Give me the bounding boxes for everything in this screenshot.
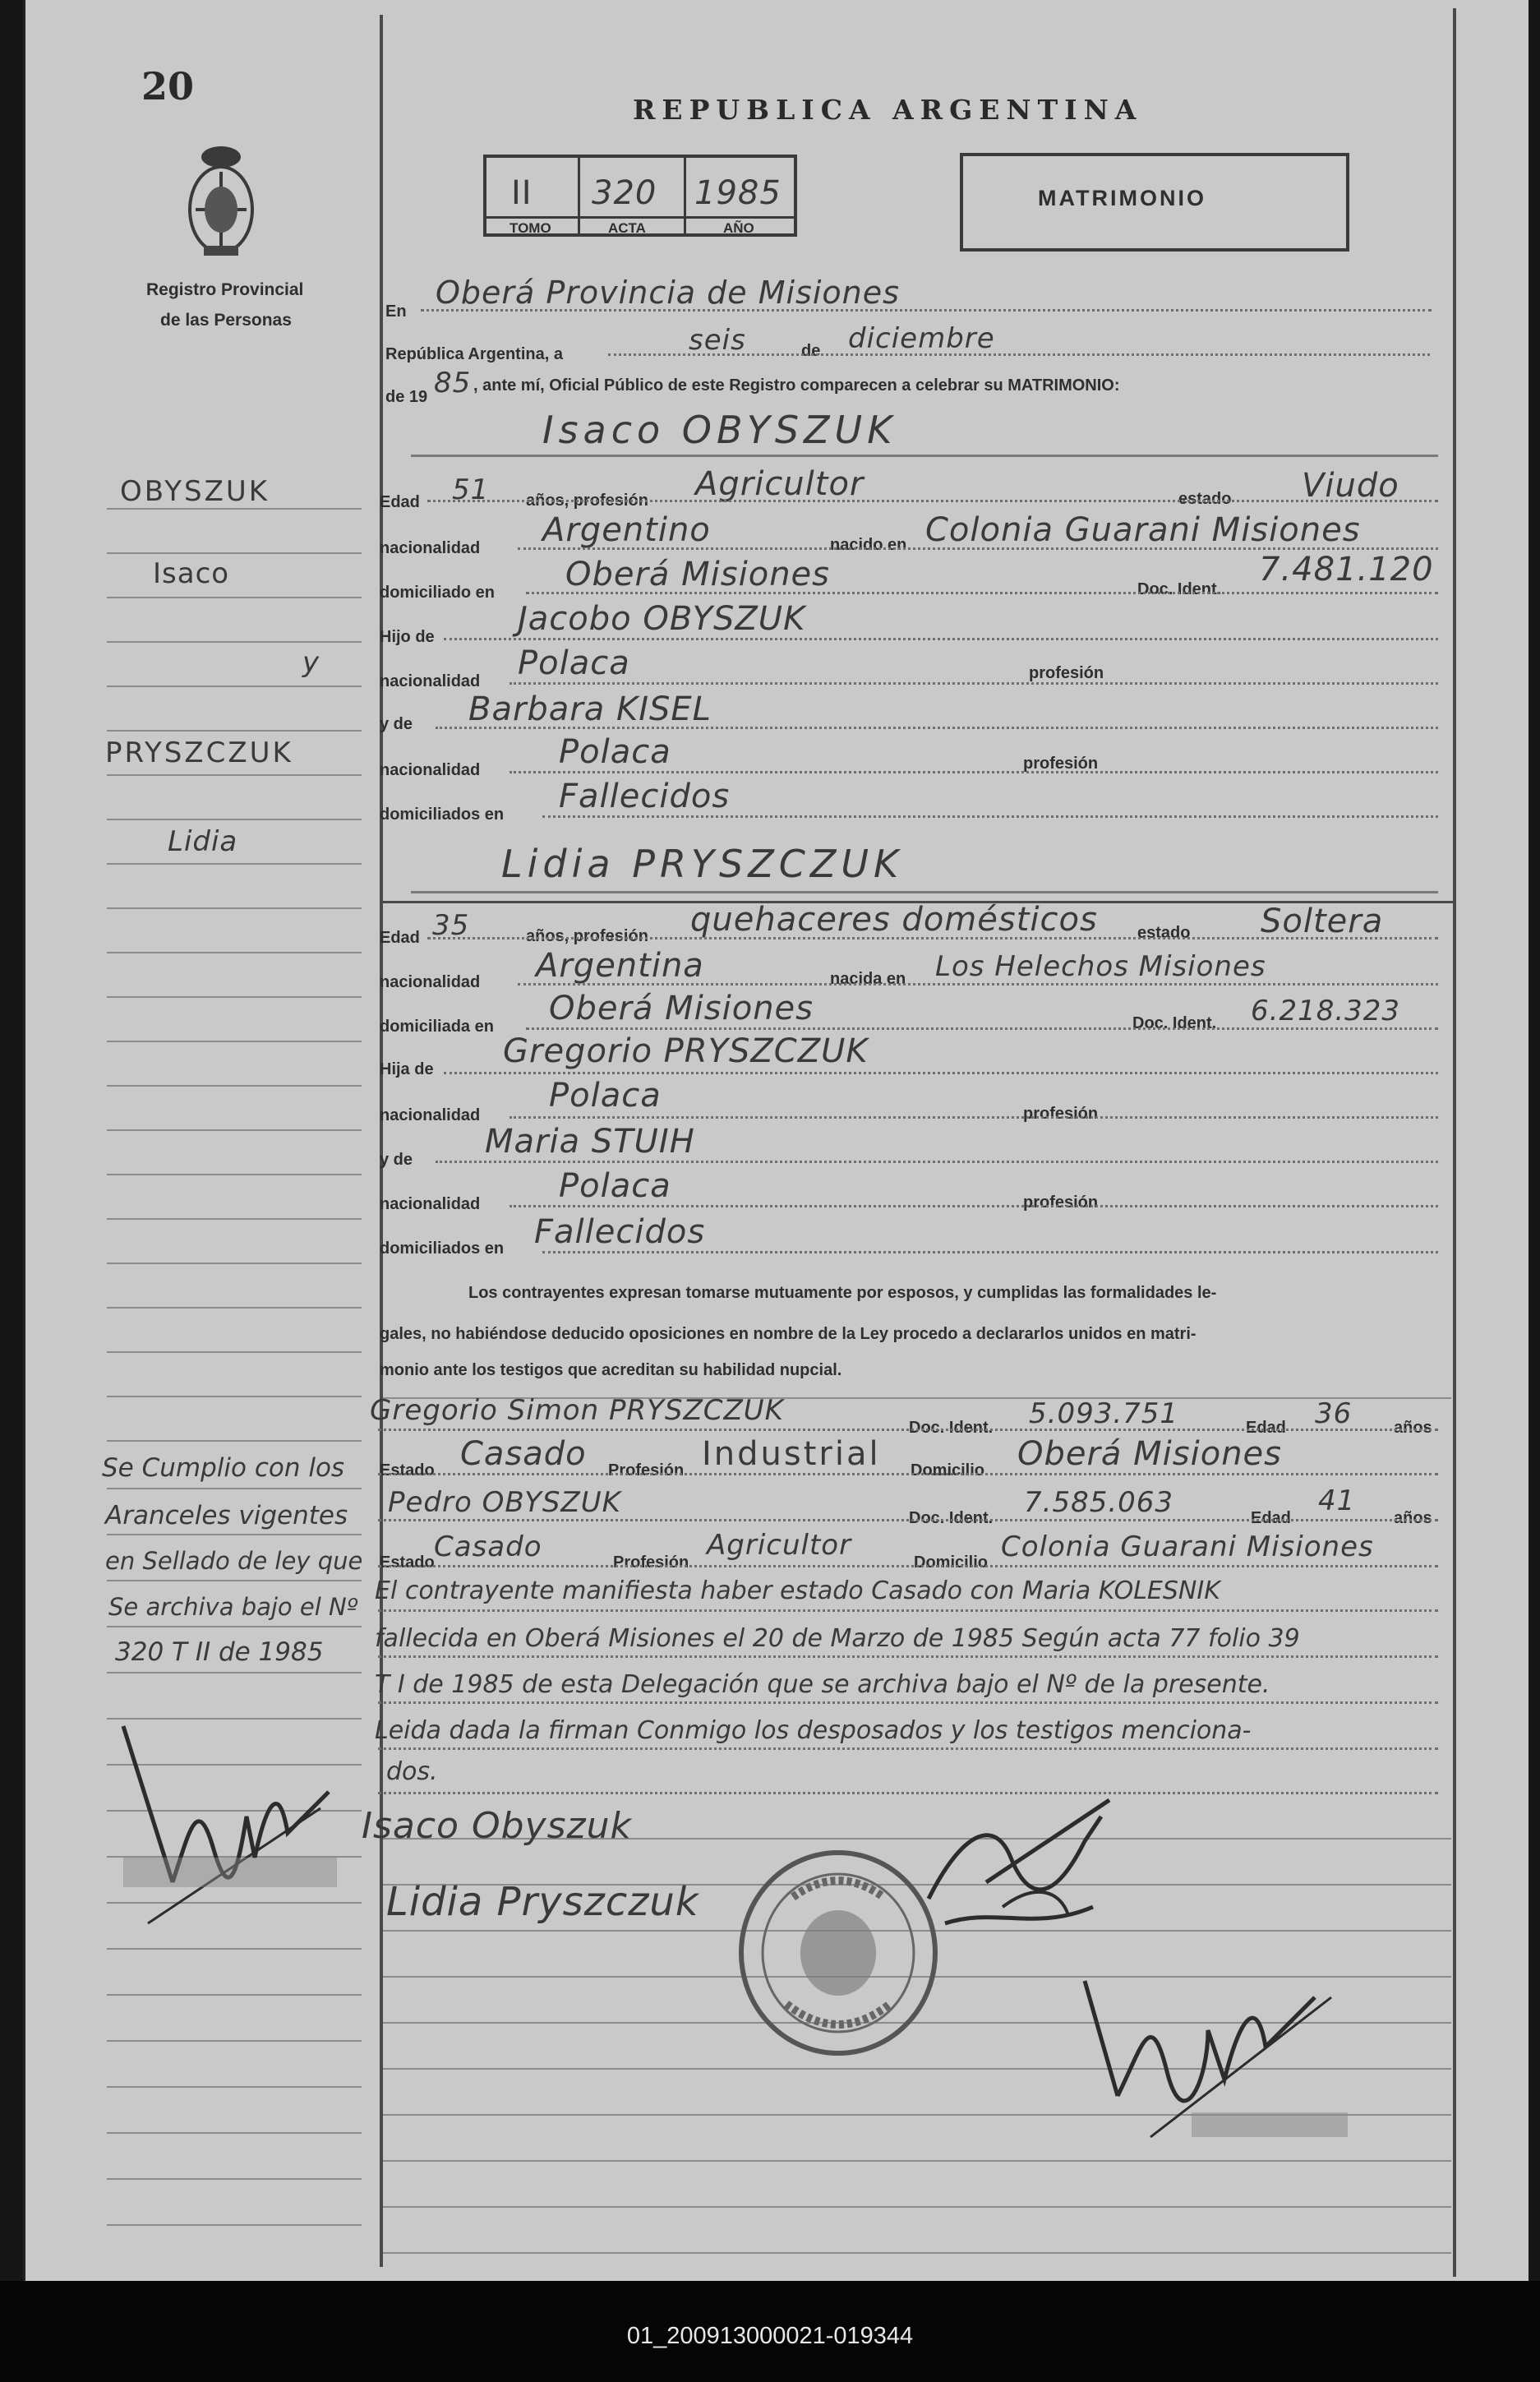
bride-parents-domicile: Fallecidos: [534, 1213, 706, 1251]
groom-born-in: Colonia Guarani Misiones: [925, 511, 1361, 549]
bride-father: Gregorio PRYSZCZUK: [503, 1032, 869, 1070]
annotation-line-5: dos.: [386, 1757, 438, 1786]
annotation-line-3: T I de 1985 de esta Delegación que se archiva bajo el Nº de la presente.: [375, 1670, 1270, 1699]
bride-hija-label: Hija de: [380, 1060, 434, 1078]
groom-mother: Barbara KISEL: [468, 690, 712, 728]
bride-anos-label: años, profesión: [526, 927, 648, 945]
witness2-prof-label: Profesión: [613, 1553, 689, 1572]
bride-born-in: Los Helechos Misiones: [935, 950, 1266, 983]
bride-mother: Maria STUIH: [485, 1123, 695, 1161]
declaration-line1: Los contrayentes expresan tomarse mutuamente por esposos, y cumplidas las formalidades le-: [468, 1284, 1217, 1302]
groom-heading-name: Isaco OBYSZUK: [542, 408, 897, 452]
margin-bride-given: Lidia: [168, 825, 238, 858]
ano-label: AÑO: [723, 220, 754, 236]
bride-estado: Soltera: [1261, 902, 1384, 940]
bride-doc-label: Doc. Ident.: [1132, 1014, 1217, 1032]
bride-mother-prof-label: profesión: [1023, 1193, 1099, 1212]
bride-profession: quehaceres domésticos: [690, 901, 1098, 939]
page-number: 20: [141, 64, 195, 108]
margin-note-line-2: Aranceles vigentes: [105, 1501, 348, 1530]
tomo-label: TOMO: [509, 220, 551, 236]
tomo-value: II: [511, 174, 533, 212]
witness2-name: Pedro OBYSZUK: [388, 1486, 621, 1519]
groom-doc: 7.481.120: [1259, 551, 1434, 589]
witness1-name: Gregorio Simon PRYSZCZUK: [370, 1394, 784, 1427]
witness2-estado: Casado: [434, 1530, 542, 1563]
groom-profession: Agricultor: [695, 465, 865, 503]
bride-nacida-label: nacida en: [830, 970, 906, 988]
witness2-dom-label: Domicilio: [914, 1553, 989, 1572]
margin-bride-surname: PRYSZCZUK: [105, 736, 293, 769]
margin-divider: [380, 15, 383, 2267]
place: Oberá Provincia de Misiones: [436, 275, 900, 311]
file-label: 01_200913000021-019344: [626, 2323, 914, 2349]
bride-mother-nationality: Polaca: [559, 1167, 671, 1205]
bride-father-nat-label: nacionalidad: [380, 1106, 481, 1124]
witness1-dom-label: Domicilio: [911, 1461, 985, 1480]
groom-father-nat-label: nacionalidad: [380, 672, 481, 690]
coat-of-arms-icon: [187, 144, 255, 261]
bride-dom-label: domiciliada en: [380, 1018, 494, 1036]
en-label: En: [385, 302, 407, 321]
bride-signature: Lidia Pryszczuk: [386, 1879, 699, 1925]
margin-note-line-5: 320 T II de 1985: [115, 1637, 324, 1667]
witness-signature-icon: [896, 1784, 1142, 1948]
annotation-line-2: fallecida en Oberá Misiones el 20 de Marzo de 1985 Según acta 77 folio 39: [375, 1624, 1300, 1653]
annotation-line-1: El contrayente manifiesta haber estado Casado con Maria KOLESNIK: [375, 1576, 1220, 1605]
groom-mother-nat-label: nacionalidad: [380, 761, 481, 779]
margin-note-line-1: Se Cumplio con los: [102, 1453, 345, 1483]
officer-signature-right-icon: [1068, 1948, 1381, 2162]
groom-age: 51: [452, 473, 490, 506]
margin-groom-given: Isaco: [153, 557, 230, 590]
witness2-doc: 7.585.063: [1024, 1486, 1174, 1519]
groom-nacido-label: nacido en: [830, 536, 907, 554]
witness2-age: 41: [1318, 1484, 1356, 1517]
witness1-age: 36: [1315, 1397, 1353, 1430]
left-spine: [23, 0, 25, 2281]
registry-name-line1: Registro Provincial: [146, 280, 304, 299]
bride-y-de-label: y de: [380, 1151, 413, 1169]
groom-nationality: Argentino: [542, 511, 711, 549]
month: diciembre: [848, 322, 995, 355]
groom-father-nationality: Polaca: [518, 644, 630, 682]
bride-age: 35: [432, 909, 470, 942]
acta-value: 320: [592, 174, 657, 212]
witness1-anos-label: años: [1394, 1419, 1432, 1437]
witness2-doc-label: Doc. Ident.: [909, 1509, 994, 1527]
margin-groom-surname: OBYSZUK: [120, 475, 270, 508]
declaration-line2: gales, no habiéndose deducido oposiciones en nombre de la Ley procedo a declararlos unidos en matri-: [380, 1325, 1196, 1343]
groom-parents-dom-label: domiciliados en: [380, 806, 505, 824]
groom-nat-label: nacionalidad: [380, 539, 481, 557]
republic-title: REPUBLICA ARGENTINA: [633, 94, 1143, 126]
bride-mother-nat-label: nacionalidad: [380, 1195, 481, 1213]
witness2-domicile: Colonia Guarani Misiones: [1001, 1530, 1374, 1563]
officer-signature-left-icon: [115, 1710, 362, 1940]
bride-nationality: Argentina: [536, 947, 704, 985]
groom-y-de-label: y de: [380, 715, 413, 733]
bride-father-prof-label: profesión: [1023, 1105, 1099, 1123]
witness1-estado: Casado: [460, 1435, 587, 1473]
ano-value: 1985: [694, 174, 782, 212]
groom-estado-label: estado: [1178, 490, 1232, 508]
bride-doc: 6.218.323: [1251, 995, 1401, 1027]
witness1-estado-label: Estado: [380, 1461, 435, 1480]
margin-note-line-3: en Sellado de ley que: [105, 1547, 363, 1575]
groom-signature: Isaco Obyszuk: [362, 1805, 632, 1847]
bride-nat-label: nacionalidad: [380, 973, 481, 991]
witness2-anos-label: años: [1394, 1509, 1432, 1527]
registry-name-line2: de las Personas: [160, 311, 292, 330]
witness1-doc-label: Doc. Ident.: [909, 1419, 994, 1437]
margin-conjunction: y: [302, 646, 320, 679]
groom-father: Jacobo OBYSZUK: [518, 600, 806, 638]
witness1-prof-label: Profesión: [608, 1461, 685, 1480]
witness1-edad-label: Edad: [1246, 1419, 1286, 1437]
right-border: [1453, 8, 1456, 2277]
bride-estado-label: estado: [1137, 924, 1191, 942]
bride-father-nationality: Polaca: [549, 1077, 662, 1115]
groom-domicile: Oberá Misiones: [565, 556, 831, 593]
record-type: MATRIMONIO: [1038, 186, 1206, 210]
republica-label: República Argentina, a: [385, 345, 563, 363]
annotation-line-4: Leida dada la firman Conmigo los desposados y los testigos menciona-: [375, 1716, 1252, 1745]
witness1-domicile: Oberá Misiones: [1017, 1435, 1283, 1473]
witness2-estado-label: Estado: [380, 1553, 435, 1572]
groom-parents-domicile: Fallecidos: [559, 778, 731, 815]
witness1-doc: 5.093.751: [1029, 1397, 1179, 1430]
witness1-profession: Industrial: [702, 1435, 881, 1473]
groom-father-prof-label: profesión: [1029, 664, 1104, 682]
groom-mother-nationality: Polaca: [559, 733, 671, 771]
declaration-line3: monio ante los testigos que acreditan su habilidad nupcial.: [380, 1361, 842, 1379]
witness2-edad-label: Edad: [1251, 1509, 1291, 1527]
day: seis: [689, 324, 746, 357]
groom-hijo-label: Hijo de: [380, 628, 435, 646]
acta-label: ACTA: [608, 220, 646, 236]
groom-edad-label: Edad: [380, 493, 420, 511]
margin-note-line-4: Se archiva bajo el Nº: [108, 1593, 358, 1621]
groom-mother-prof-label: profesión: [1023, 755, 1099, 773]
witness2-profession: Agricultor: [707, 1529, 852, 1562]
groom-estado: Viudo: [1302, 467, 1399, 505]
groom-doc-label: Doc. Ident.: [1137, 580, 1222, 598]
year-prefix: de 19: [385, 388, 428, 406]
bride-domicile: Oberá Misiones: [549, 990, 814, 1027]
bride-parents-dom-label: domiciliados en: [380, 1239, 505, 1258]
groom-dom-label: domiciliado en: [380, 584, 496, 602]
groom-anos-label: años, profesión: [526, 492, 648, 510]
year-suffix: 85: [434, 367, 472, 399]
ante-text: , ante mí, Oficial Público de este Registro comparecen a celebrar su MATRIMONIO:: [473, 376, 1120, 395]
de-label: de: [801, 342, 821, 360]
bride-heading-name: Lidia PRYSZCZUK: [501, 842, 904, 886]
bride-edad-label: Edad: [380, 929, 420, 947]
